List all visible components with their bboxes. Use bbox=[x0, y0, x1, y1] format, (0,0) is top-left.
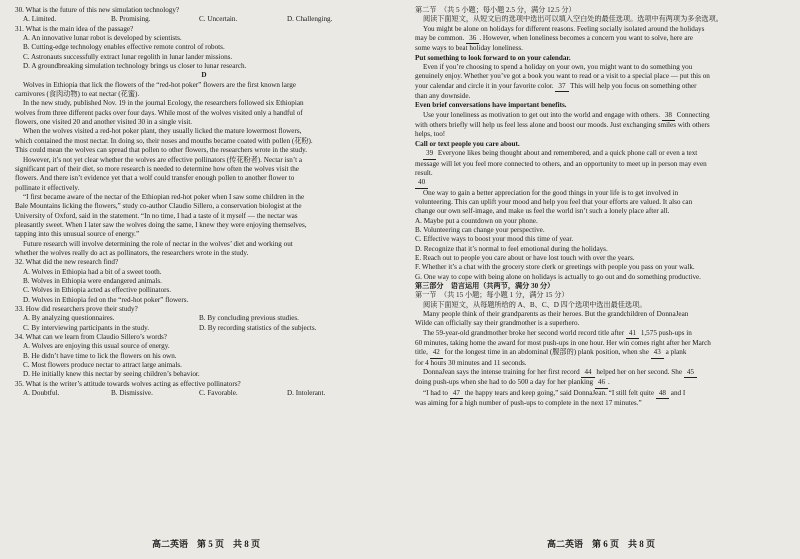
answer-blank: 41 bbox=[626, 329, 639, 339]
part-3-section-1: 第一节 （共 15 小题；每小题 1 分，满分 15 分） bbox=[415, 291, 569, 300]
question-33-options bbox=[15, 324, 393, 333]
subheading: Put something to look forward to on your calendar. bbox=[415, 53, 571, 62]
part-3-heading: 第三部分 语言运用（共两节，满分 30 分） bbox=[415, 281, 555, 290]
option: D. A groundbreaking simulation technology brings us closer to lunar research. bbox=[23, 62, 247, 71]
text-segment: When the wolves visited a red-hot poker plant, they usually licked the mature lowermost flowers, bbox=[23, 127, 302, 136]
text-line bbox=[15, 221, 393, 230]
answer-blank: 39 bbox=[423, 149, 436, 159]
answer-blank: 37 bbox=[555, 82, 568, 92]
text-line bbox=[415, 319, 792, 328]
text-line bbox=[415, 359, 792, 368]
text-line bbox=[15, 212, 393, 221]
option: D. Recognize that it’s normal to feel emotional during the holidays. bbox=[415, 244, 608, 253]
question-31-stem: 31. What is the main idea of the passage? bbox=[15, 24, 134, 33]
text-segment: . However, when loneliness becomes a concern you want to solve, here are bbox=[479, 34, 693, 43]
text-line bbox=[415, 198, 792, 207]
text-line bbox=[15, 99, 393, 108]
option: A. Wolves in Ethiopia had a bit of a sweet tooth. bbox=[23, 267, 162, 276]
text-line bbox=[415, 63, 792, 72]
text-line bbox=[415, 121, 792, 130]
option: D. He initially knew this nectar by seeing children’s behavior. bbox=[23, 370, 200, 379]
text-segment: “I had to bbox=[423, 388, 450, 397]
option: A. Limited. bbox=[23, 15, 57, 24]
text-segment: helps, too! bbox=[415, 130, 446, 139]
text-line bbox=[415, 310, 792, 319]
text-segment: significant part of their diet, so more research is needed to determine how often the wolves visit the bbox=[15, 164, 299, 173]
cloze-instruction: 阅读下面短文，从每题所给的 A、B、C、D 四个选项中选出最佳选项。 bbox=[423, 300, 647, 309]
text-line bbox=[415, 399, 792, 408]
answer-blank: 36 bbox=[466, 34, 479, 44]
subheading: Even brief conversations have important benefits. bbox=[415, 101, 567, 110]
option: D. Wolves in Ethiopia fed on the “red-hot poker” flowers. bbox=[23, 295, 189, 304]
answer-blank: 48 bbox=[656, 389, 669, 399]
answer-blank: 47 bbox=[450, 389, 463, 399]
option: C. By interviewing participants in the study. bbox=[23, 323, 150, 332]
text-line bbox=[15, 202, 393, 211]
text-segment: 60 minutes, taking home the award for most push-ups in one hour. Her win comes right after her March bbox=[415, 339, 711, 348]
option: B. Volunteering can change your perspective. bbox=[415, 225, 545, 234]
text-segment: Future research will involve determining the role of nectar in the wolves’ diet and working out bbox=[23, 239, 293, 248]
text-segment: than any downside. bbox=[415, 92, 471, 101]
cloze-passage bbox=[415, 310, 792, 408]
text-segment: result. bbox=[415, 168, 433, 177]
paragraph bbox=[415, 149, 792, 178]
text-line bbox=[15, 249, 393, 258]
paragraph bbox=[415, 63, 792, 101]
option: B. By concluding previous studies. bbox=[199, 314, 299, 323]
text-segment: This could mean the wolves can spread that pollen to other flowers, the researchers wrote in the study. bbox=[15, 146, 308, 155]
option: C. Astronauts successfully extract lunar regolith in lunar lander missions. bbox=[23, 52, 233, 61]
option: C. Most flowers produce nectar to attract large animals. bbox=[23, 361, 182, 370]
answer-blank: 46 bbox=[595, 378, 608, 388]
text-segment: title, bbox=[415, 348, 430, 357]
text-line bbox=[15, 230, 393, 239]
option: C. Favorable. bbox=[199, 389, 238, 398]
text-line bbox=[415, 25, 792, 34]
text-segment: Connecting bbox=[674, 110, 710, 119]
text-segment: You might be alone on holidays for different reasons. Feeling socially isolated around the holidays bbox=[423, 24, 705, 33]
section-d-heading: D bbox=[201, 71, 207, 80]
text-segment: Wilde can officially say their grandmother is a superhero. bbox=[415, 319, 580, 328]
option: C. Effective ways to boost your mood this time of year. bbox=[415, 235, 574, 244]
option: A. By analyzing questionnaires. bbox=[23, 314, 115, 323]
text-line bbox=[415, 169, 792, 178]
text-segment: In the new study, published Nov. 19 in the journal Ecology, the researchers followed six Ethiopian bbox=[23, 99, 304, 108]
text-line bbox=[15, 174, 393, 183]
text-segment: flowers. And there isn’t evidence yet that a wolf could transfer enough pollen to another flower to bbox=[15, 174, 295, 183]
option: B. Wolves in Ethiopia were endangered animals. bbox=[23, 276, 162, 285]
section-2-instruction: 阅读下面短文，从短文后的选项中选出可以填入空白处的最佳选项。选项中有两项为多余选项。 bbox=[423, 15, 723, 24]
text-line bbox=[415, 92, 792, 101]
answer-blank: 38 bbox=[662, 111, 675, 121]
text-line bbox=[415, 82, 792, 92]
option: B. Promising. bbox=[111, 15, 151, 24]
answer-blank: 40 bbox=[415, 178, 428, 188]
text-line bbox=[15, 146, 393, 155]
text-segment: The 59-year-old grandmother broke her second world record title after bbox=[423, 328, 626, 337]
answer-blank: 45 bbox=[684, 368, 697, 378]
text-segment: change our own self-image, and make us feel the world isn’t such a lonely place after all. bbox=[415, 207, 670, 216]
option: F. Whether it’s a chat with the grocery store clerk or greetings with people you pass on your walk. bbox=[415, 263, 695, 272]
text-segment: whether the wolves really do act as pollinators, the researchers wrote in the study. bbox=[15, 248, 249, 257]
text-line bbox=[415, 130, 792, 139]
question-35-stem: 35. What is the writer’s attitude towards wolves acting as effective pollinators? bbox=[15, 379, 241, 388]
text-segment: volunteering. This can uplift your mood and help you feel that your efforts are valued. It also can bbox=[415, 197, 693, 206]
text-segment: your calendar and circle it in your favorite color. bbox=[415, 81, 556, 90]
text-line bbox=[15, 240, 393, 249]
text-segment: was aiming for a high number of push-ups to complete in the next 17 minutes.” bbox=[415, 399, 642, 408]
text-segment: One way to gain a better appreciation for the good things in your life is to get involved in bbox=[423, 188, 679, 197]
text-segment: University of Oxford, said in the statement. “In no time, I had a taste of it myself — the nectar was bbox=[15, 211, 298, 220]
subheading: Call or text people you care about. bbox=[415, 139, 520, 148]
text-segment: a plank bbox=[663, 348, 687, 357]
text-line bbox=[15, 184, 393, 193]
section-2-heading: 第二节 （共 5 小题；每小题 2.5 分，满分 12.5 分） bbox=[415, 6, 576, 14]
text-segment: doing push-ups when she had to do 500 a day for her planking bbox=[415, 378, 595, 387]
text-line bbox=[415, 378, 792, 388]
option: D. Challenging. bbox=[287, 15, 333, 24]
text-segment: pollinate it effectively. bbox=[15, 183, 80, 192]
question-32-stem: 32. What did the new research find? bbox=[15, 258, 119, 267]
answer-blank: 42 bbox=[430, 348, 443, 358]
question-33-options bbox=[15, 314, 393, 323]
text-segment: Use your loneliness as motivation to get out into the world and engage with others. bbox=[423, 110, 662, 119]
option: D. By recording statistics of the subjects. bbox=[199, 323, 317, 332]
text-line bbox=[415, 160, 792, 169]
option: G. One way to cope with being alone on holidays is actually to go out and do something productive. bbox=[415, 272, 701, 281]
option: A. Wolves are enjoying this usual source of energy. bbox=[23, 342, 170, 351]
text-segment: “I first became aware of the nectar of the Ethiopian red-hot poker when I saw some children in the bbox=[23, 192, 305, 201]
text-segment: which contained the most nectar. In doing so, their noses and mouths became coated with pollen (花粉). bbox=[15, 136, 313, 145]
text-segment: helped her on her second. She bbox=[594, 368, 684, 377]
text-line bbox=[415, 207, 792, 216]
option: C. Wolves in Ethiopia acted as effective pollinators. bbox=[23, 286, 172, 295]
paragraph bbox=[415, 25, 792, 54]
text-segment: This will help you focus on something other bbox=[568, 81, 697, 90]
text-line bbox=[415, 389, 792, 399]
text-line bbox=[15, 81, 393, 90]
option: D. Intolerant. bbox=[287, 389, 326, 398]
text-line bbox=[415, 111, 792, 121]
text-segment: . bbox=[608, 378, 610, 387]
text-line bbox=[415, 348, 792, 358]
text-segment: Bale Mountains licking the flowers,” study co-author Claudio Sillero, a conservation biologist at the bbox=[15, 202, 302, 211]
text-segment: Wolves in Ethiopia that lick the flowers of the “red-hot poker” flowers are the first known large bbox=[23, 80, 296, 89]
text-segment: 1,575 push-ups in bbox=[639, 328, 692, 337]
text-segment: some ways to beat holiday loneliness. bbox=[415, 44, 523, 53]
option: C. Uncertain. bbox=[199, 15, 238, 24]
text-line bbox=[415, 149, 792, 159]
text-line bbox=[15, 193, 393, 202]
text-line bbox=[415, 44, 792, 53]
text-segment: for 4 hours 30 minutes and 11 seconds. bbox=[415, 358, 527, 367]
text-line bbox=[15, 127, 393, 136]
question-30-options bbox=[15, 15, 393, 24]
text-line bbox=[15, 109, 393, 118]
text-line bbox=[415, 368, 792, 378]
question-30-stem: 30. What is the future of this new simulation technology? bbox=[15, 6, 180, 14]
text-line bbox=[415, 34, 792, 44]
option: A. An innovative lunar robot is developed by scientists. bbox=[23, 34, 182, 43]
question-34-stem: 34. What can we learn from Claudio Sillero’s words? bbox=[15, 333, 167, 342]
text-line bbox=[15, 165, 393, 174]
option-list bbox=[415, 217, 792, 282]
passage-d bbox=[15, 81, 393, 259]
text-segment: the happy tears and keep going,” said DonnaJean. “I still felt quite bbox=[462, 388, 656, 397]
option: E. Reach out to people you care about or have lost touch with over the years. bbox=[415, 253, 635, 262]
option: B. Cutting-edge technology enables effective remote control of robots. bbox=[23, 43, 225, 52]
text-segment: Everyone likes being thought about and remembered, and a quick phone call or even a text bbox=[436, 149, 698, 158]
text-segment: message will let you feel more connected to others, and an opportunity to meet up in person may even bbox=[415, 159, 707, 168]
text-segment: with others briefly will help us feel less alone and boost our moods. Just exchanging smiles with others bbox=[415, 121, 710, 130]
text-line bbox=[415, 72, 792, 81]
answer-blank: 43 bbox=[651, 348, 664, 358]
text-segment: may be common. bbox=[415, 34, 467, 43]
option: B. He didn’t have time to lick the flowers on his own. bbox=[23, 351, 177, 360]
option: B. Dismissive. bbox=[111, 389, 153, 398]
text-line bbox=[415, 339, 792, 348]
text-line bbox=[15, 118, 393, 127]
option: A. Doubtful. bbox=[23, 389, 60, 398]
text-segment: flowers, one visited 20 and another visited 30 in a single visit. bbox=[15, 118, 193, 127]
text-segment: Even if you’re choosing to spend a holiday on your own, you might want to do something you bbox=[423, 63, 693, 72]
page-footer: 高二英语 第 5 页 共 8 页 bbox=[152, 539, 261, 549]
paragraph bbox=[415, 111, 792, 140]
right-column bbox=[415, 6, 792, 408]
text-segment: carnivores (食肉动物) to eat nectar (花蜜). bbox=[15, 90, 140, 99]
text-segment: wolves from three different packs over four days. While most of the wolves visited only a handful of bbox=[15, 108, 303, 117]
answer-blank: 44 bbox=[581, 368, 594, 378]
question-33-stem: 33. How did researchers prove their study? bbox=[15, 305, 138, 313]
option: A. Maybe put a countdown on your phone. bbox=[415, 216, 538, 225]
paragraph bbox=[415, 189, 792, 217]
text-segment: DonnaJean says the intense training for her first record bbox=[423, 368, 582, 377]
text-segment: Many people think of their grandparents as their heroes. But the grandchildren of DonnaJean bbox=[423, 310, 689, 318]
text-segment: However, it’s not yet clear whether the wolves are effective pollinators (传花粉者). Nectar isn’t a bbox=[23, 155, 303, 164]
text-line bbox=[15, 156, 393, 165]
text-segment: genuinely enjoy. Whether you’ve got a book you want to read or a visit to a special place — put this on bbox=[415, 72, 710, 81]
text-segment: pleasantly sweet. When I later saw the wolves doing the same, I knew they were enjoying themselves, bbox=[15, 220, 307, 229]
text-line bbox=[415, 189, 792, 198]
text-line bbox=[415, 329, 792, 339]
text-segment: and I bbox=[669, 388, 686, 397]
text-segment: for the longest time in an abdominal (腹部的) plank position, when she bbox=[442, 348, 651, 357]
text-line bbox=[15, 90, 393, 99]
left-column bbox=[15, 6, 393, 398]
text-segment: tapping into this unusual source of energy.” bbox=[15, 230, 140, 239]
question-35-options bbox=[15, 389, 393, 398]
page-footer: 高二英语 第 6 页 共 8 页 bbox=[547, 539, 656, 549]
text-line bbox=[15, 137, 393, 146]
